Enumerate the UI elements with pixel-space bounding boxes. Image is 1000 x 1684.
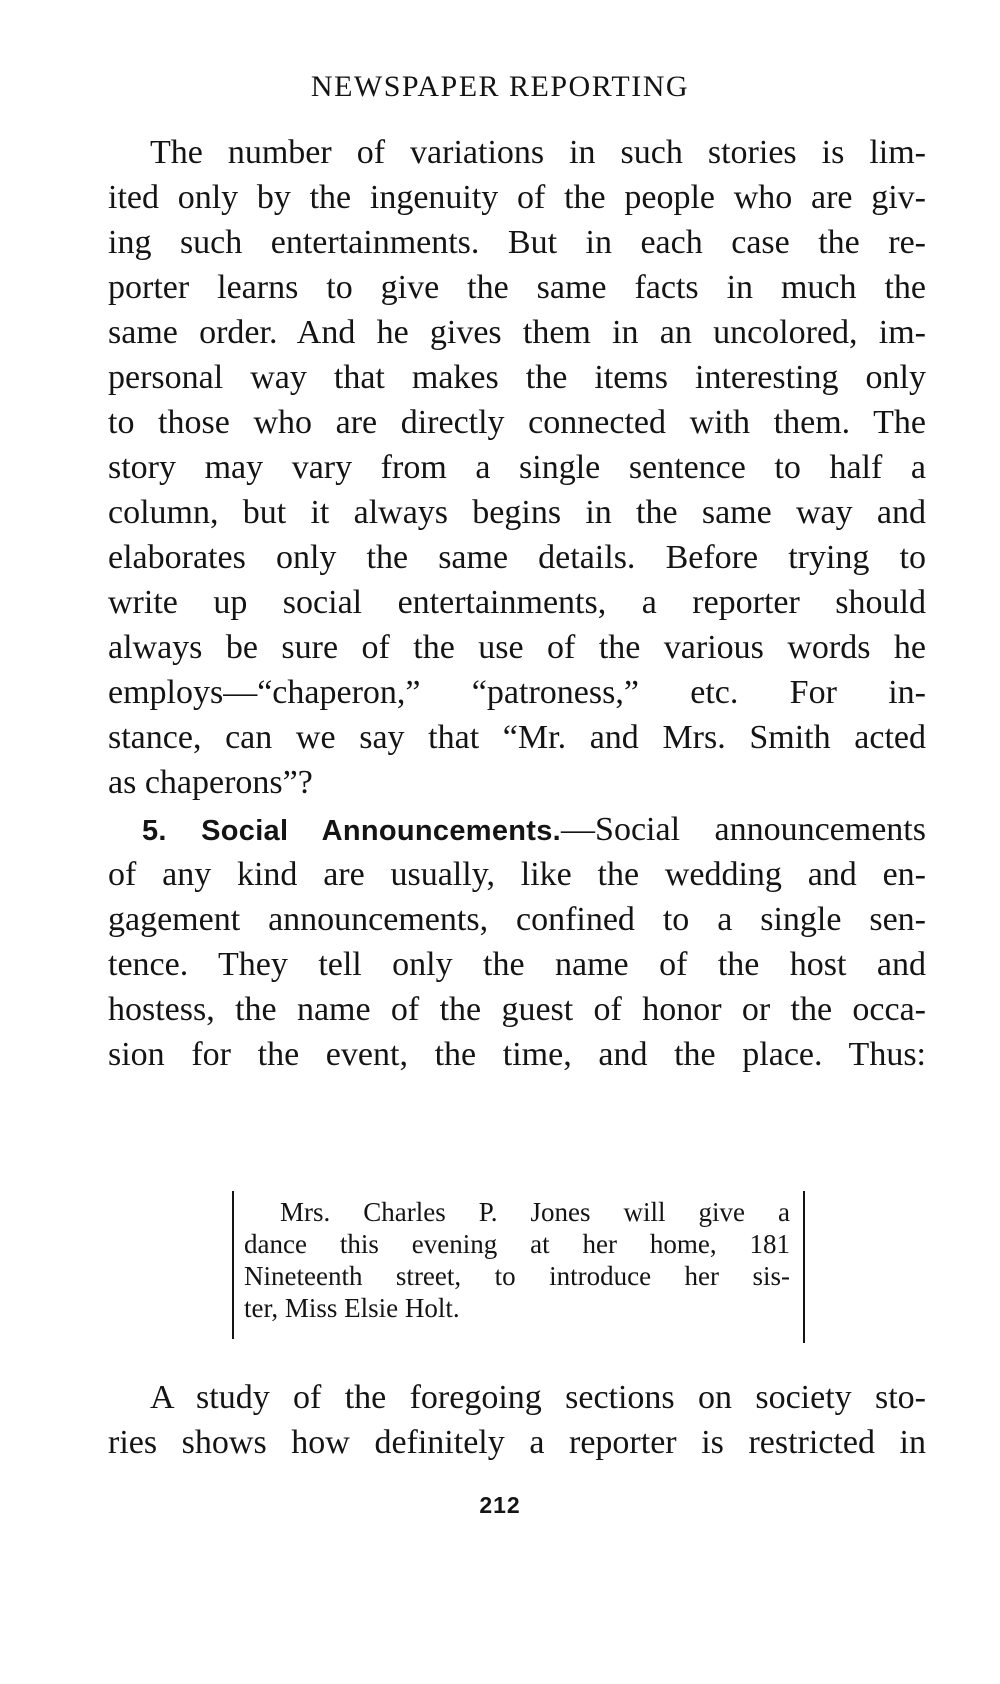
text-line: sion for the event, the time, and the place. Thus: xyxy=(108,1036,926,1073)
text-line: A study of the foregoing sections on society sto- xyxy=(150,1379,926,1416)
text-line: hostess, the name of the guest of honor or the occa- xyxy=(108,991,926,1028)
text-line: gagement announcements, confined to a single sen- xyxy=(108,901,926,938)
text-line: ited only by the ingenuity of the people who are giv- xyxy=(108,179,926,216)
section-first-line-text: —Social announcements xyxy=(561,811,926,848)
text-line: always be sure of the use of the various words he xyxy=(108,629,926,666)
text-line: to those who are directly connected with them. The xyxy=(108,404,926,441)
text-line: elaborates only the same details. Before trying to xyxy=(108,539,926,576)
text-line: ing such entertainments. But in each case the re- xyxy=(108,224,926,261)
running-head: NEWSPAPER REPORTING xyxy=(310,70,690,103)
text-line: porter learns to give the same facts in much the xyxy=(108,269,926,306)
text-line: The number of variations in such stories is lim- xyxy=(150,134,926,171)
text-line: write up social entertainments, a reporter should xyxy=(108,584,926,621)
page-number: 212 xyxy=(479,1492,521,1518)
text-line: column, but it always begins in the same way and xyxy=(108,494,926,531)
text-line: ries shows how definitely a reporter is restricted in xyxy=(108,1424,926,1461)
section-first-line xyxy=(142,810,926,850)
section-heading: 5. Social Announcements. xyxy=(142,815,562,847)
box-rule-left xyxy=(232,1191,234,1339)
text-line: stance, can we say that “Mr. and Mrs. Smith acted xyxy=(108,719,926,756)
box-rule-right xyxy=(803,1191,805,1343)
text-line: employs—“chaperon,” “patroness,” etc. For in- xyxy=(108,674,926,711)
example-line: dance this evening at her home, 181 xyxy=(244,1229,790,1259)
text-line: of any kind are usually, like the wedding and en- xyxy=(108,856,926,893)
example-announcement-box xyxy=(232,1189,805,1343)
text-line: story may vary from a single sentence to half a xyxy=(108,449,926,486)
text-line: as chaperons”? xyxy=(108,764,313,801)
example-line: Mrs. Charles P. Jones will give a xyxy=(280,1197,790,1227)
example-line: ter, Miss Elsie Holt. xyxy=(244,1293,460,1323)
text-line: personal way that makes the items interesting only xyxy=(108,359,926,396)
text-line: tence. They tell only the name of the host and xyxy=(108,946,926,983)
text-line: same order. And he gives them in an uncolored, im- xyxy=(108,314,926,351)
example-line: Nineteenth street, to introduce her sis- xyxy=(244,1261,790,1291)
